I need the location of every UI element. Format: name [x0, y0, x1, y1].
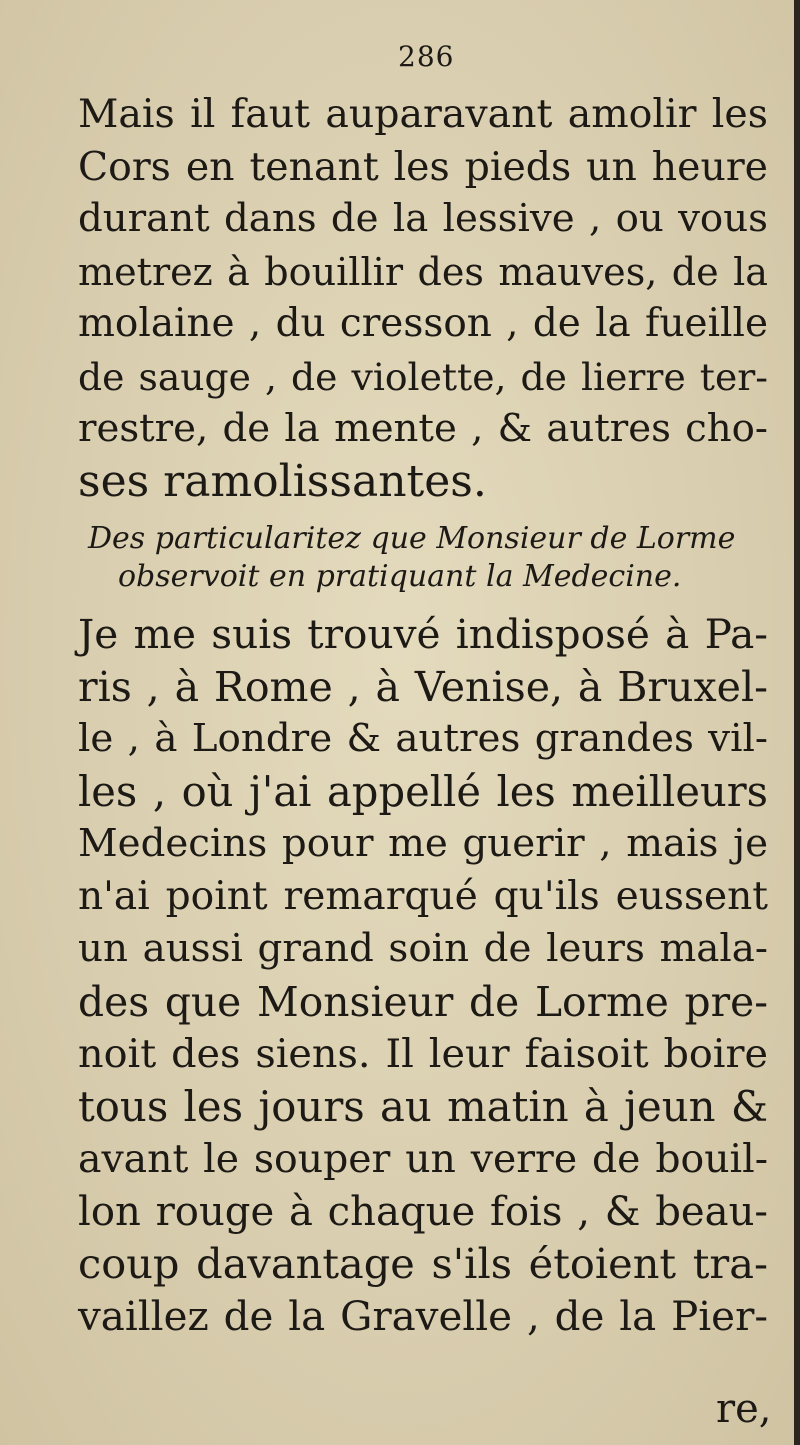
text-line: lon rouge à chaque fois , & beau-	[78, 1188, 768, 1235]
catchword: re,	[716, 1386, 772, 1432]
text-line: noit des siens. Il leur faisoit boire	[78, 1031, 768, 1077]
text-line: durant dans de la lessive , ou vous	[78, 196, 768, 241]
text-line: les , où j'ai appellé les meilleurs	[78, 766, 768, 816]
page-edge	[794, 0, 800, 1445]
text-line: vaillez de la Gravelle , de la Pier-	[78, 1292, 768, 1340]
text-line: Je me suis trouvé indisposé à Pa-	[78, 610, 768, 658]
text-line: coup davantage s'ils étoient tra-	[78, 1239, 768, 1288]
heading-line: observoit en pratiquant la Medecine.	[118, 559, 682, 594]
heading-line: Des particularitez que Monsieur de Lorme	[88, 521, 736, 556]
text-line: ses ramolissantes.	[78, 455, 487, 507]
text-line: molaine , du cresson , de la fueille	[78, 301, 768, 346]
text-line: restre, de la mente , & autres cho-	[78, 406, 768, 451]
text-line: Mais il faut auparavant amolir les	[78, 91, 768, 137]
text-line: metrez à bouillir des mauves, de la	[78, 249, 768, 294]
text-line: n'ai point remarqué qu'ils eussent	[78, 873, 768, 919]
section-heading	[88, 520, 768, 596]
text-line: le , à Londre & autres grandes vil-	[78, 716, 768, 761]
text-line: de sauge , de violette, de lierre ter-	[78, 354, 768, 399]
text-line: avant le souper un verre de bouil-	[78, 1136, 768, 1182]
text-line: ris , à Rome , à Venise, à Bruxel-	[78, 662, 768, 711]
text-line: Medecins pour me guerir , mais je	[78, 821, 768, 866]
paragraph-remedy	[78, 88, 768, 508]
text-line: un aussi grand soin de leurs mala-	[78, 926, 768, 971]
text-line: tous les jours au matin à jeun &	[78, 1081, 768, 1131]
text-line: des que Monsieur de Lorme pre-	[78, 977, 768, 1026]
text-line: Cors en tenant les pieds un heure	[78, 143, 768, 190]
paragraph-medecins	[78, 608, 768, 1343]
page-number: 286	[398, 40, 455, 73]
